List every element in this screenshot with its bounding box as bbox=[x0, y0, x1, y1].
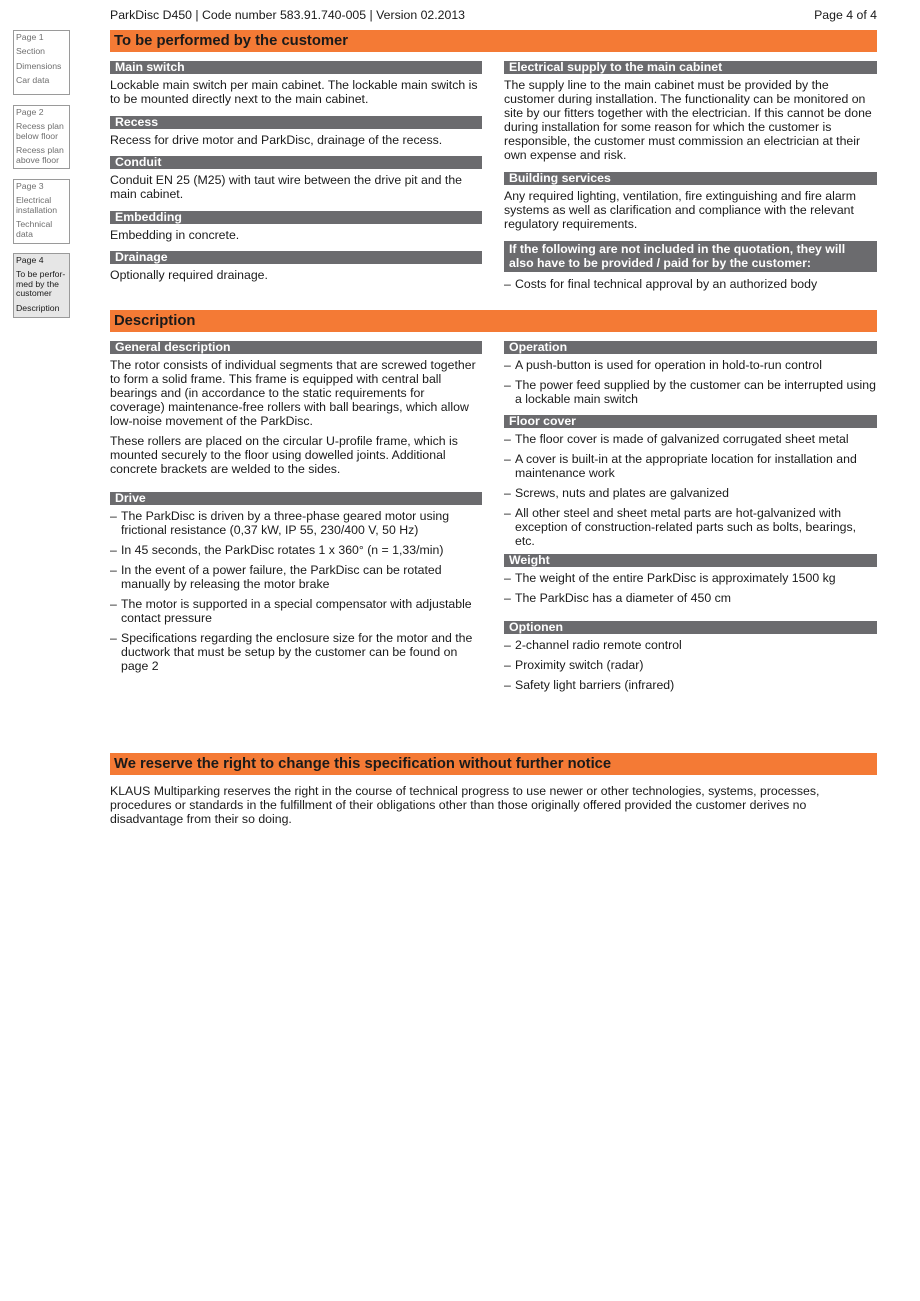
nav-item-description[interactable]: Description bbox=[16, 302, 60, 313]
nav-item-car-data[interactable]: Car data bbox=[16, 75, 50, 86]
list-weight bbox=[504, 571, 877, 605]
section-title-reserve: We reserve the right to change this specification without further notice bbox=[110, 753, 877, 775]
nav-item-technical-data[interactable]: Technical data bbox=[16, 219, 53, 239]
list-item: – The motor is supported in a special compensator with adjustable contact pressure bbox=[110, 597, 482, 625]
list-item: – In the event of a power failure, the ParkDisc can be rotated manually by releasing the motor brake bbox=[110, 563, 482, 591]
list-item: – The power feed supplied by the customer can be interrupted using a lockable main switch bbox=[504, 378, 877, 406]
heading-drive: Drive bbox=[110, 492, 482, 505]
text-drainage: Optionally required drainage. bbox=[110, 268, 268, 282]
list-item: – A cover is built-in at the appropriate location for installation and maintenance work bbox=[504, 452, 877, 480]
description-left-column bbox=[110, 341, 482, 679]
section-title-description: Description bbox=[110, 310, 877, 332]
nav-box-page-4-active[interactable] bbox=[13, 253, 70, 318]
list-item: – Specifications regarding the enclosure size for the motor and the ductwork that must be setup by the customer can be found on page 2 bbox=[110, 631, 482, 673]
list-item: – In 45 seconds, the ParkDisc rotates 1 x 360° (n = 1,33/min) bbox=[110, 543, 482, 557]
heading-conduit: Conduit bbox=[110, 156, 482, 169]
heading-weight: Weight bbox=[504, 554, 877, 567]
list-item: – All other steel and sheet metal parts are hot-galvanized with exception of construction-related parts such as bolts, bearings, etc. bbox=[504, 506, 877, 548]
nav-item-recess-plan-above[interactable]: Recess plan above floor bbox=[16, 145, 64, 165]
nav-item-recess-plan-below[interactable]: Recess plan below floor bbox=[16, 121, 64, 141]
customer-left-column bbox=[110, 61, 482, 282]
nav-item-dimensions[interactable]: Dimensions bbox=[16, 60, 62, 71]
section-title-customer: To be performed by the customer bbox=[110, 30, 877, 52]
text-electrical-supply: The supply line to the main cabinet must be provided by the customer during installation. The functionality can be monitored on site by our fitters together with the electrician. If this cannot be done during installation for some reason for which the customer is responsible, the customer must commission an electrician at their own expense and risk. bbox=[504, 78, 872, 162]
text-embedding: Embedding in concrete. bbox=[110, 228, 240, 242]
heading-floor-cover: Floor cover bbox=[504, 415, 877, 428]
nav-box-page-3[interactable] bbox=[13, 179, 70, 244]
text-main-switch: Lockable main switch per main cabinet. The lockable main switch is to be mounted directly next to the main cabinet. bbox=[110, 78, 478, 106]
text-conduit: Conduit EN 25 (M25) with taut wire between the drive pit and the main cabinet. bbox=[110, 173, 463, 201]
nav-page-label[interactable]: Page 1 bbox=[16, 32, 44, 42]
nav-box-page-2[interactable] bbox=[13, 105, 70, 169]
nav-item-electrical-installation[interactable]: Electrical installation bbox=[16, 195, 58, 215]
list-item: – The weight of the entire ParkDisc is approximately 1500 kg bbox=[504, 571, 877, 585]
description-right-column bbox=[504, 341, 877, 698]
heading-electrical-supply: Electrical supply to the main cabinet bbox=[504, 61, 877, 74]
page-header bbox=[110, 8, 877, 24]
nav-page-label[interactable]: Page 4 bbox=[16, 255, 44, 265]
nav-item-to-be-performed[interactable]: To be perfor-med by the customer bbox=[16, 269, 66, 299]
heading-options: Optionen bbox=[504, 621, 877, 634]
nav-box-page-1[interactable] bbox=[13, 30, 70, 95]
heading-recess: Recess bbox=[110, 116, 482, 129]
nav-item-section[interactable]: Section bbox=[16, 46, 45, 57]
list-options bbox=[504, 638, 877, 692]
list-item: – Screws, nuts and plates are galvanized bbox=[504, 486, 877, 500]
list-item: – The ParkDisc is driven by a three-phase geared motor using frictional resistance (0,37 kW, IP 55, 230/400 V, 50 Hz) bbox=[110, 509, 482, 537]
text-general-description-1: The rotor consists of individual segments that are screwed together to form a solid frame. This frame is equipped with central ball bearings and (in accordance to the static requirements for coverage) maintenance-free rollers with ball bearings, which allow low-noise movement of the ParkDisc. bbox=[110, 358, 476, 428]
customer-right-column bbox=[504, 61, 877, 297]
nav-page-label[interactable]: Page 3 bbox=[16, 181, 44, 191]
heading-main-switch: Main switch bbox=[110, 61, 482, 74]
list-not-included bbox=[504, 277, 877, 291]
heading-not-included: If the following are not included in the quotation, they will also have to be provided / paid for by the customer: bbox=[504, 241, 877, 272]
heading-general-description: General description bbox=[110, 341, 482, 354]
text-general-description-2: These rollers are placed on the circular U-profile frame, which is mounted securely to the floor using dowelled joints. Additional concrete brackets are welded to the sides. bbox=[110, 434, 458, 476]
heading-embedding: Embedding bbox=[110, 211, 482, 224]
list-item: – 2-channel radio remote control bbox=[504, 638, 877, 652]
list-item: – The floor cover is made of galvanized corrugated sheet metal bbox=[504, 432, 877, 446]
heading-building-services: Building services bbox=[504, 172, 877, 185]
text-building-services: Any required lighting, ventilation, fire extinguishing and fire alarm systems as well as clarification and compliance with the relevant regulatory requirements. bbox=[504, 189, 857, 231]
heading-drainage: Drainage bbox=[110, 251, 482, 264]
heading-operation: Operation bbox=[504, 341, 877, 354]
list-operation bbox=[504, 358, 877, 406]
text-reserve: KLAUS Multiparking reserves the right in the course of technical progress to use newer or other technologies, systems, processes, procedures or standards in the fulfillment of their obligations other than those originally offered provided the customer derives no disadvantage from their so doing. bbox=[110, 784, 820, 826]
list-item: – The ParkDisc has a diameter of 450 cm bbox=[504, 591, 877, 605]
list-item: – Proximity switch (radar) bbox=[504, 658, 877, 672]
list-item: – A push-button is used for operation in hold-to-run control bbox=[504, 358, 877, 372]
page-indicator: Page 4 of 4 bbox=[814, 8, 877, 22]
nav-page-label[interactable]: Page 2 bbox=[16, 107, 44, 117]
list-drive bbox=[110, 509, 482, 673]
text-recess: Recess for drive motor and ParkDisc, drainage of the recess. bbox=[110, 133, 443, 147]
list-floor-cover bbox=[504, 432, 877, 548]
document-title: ParkDisc D450 | Code number 583.91.740-005 | Version 02.2013 bbox=[110, 8, 466, 22]
list-item: – Safety light barriers (infrared) bbox=[504, 678, 877, 692]
list-item: – Costs for final technical approval by an authorized body bbox=[504, 277, 877, 291]
